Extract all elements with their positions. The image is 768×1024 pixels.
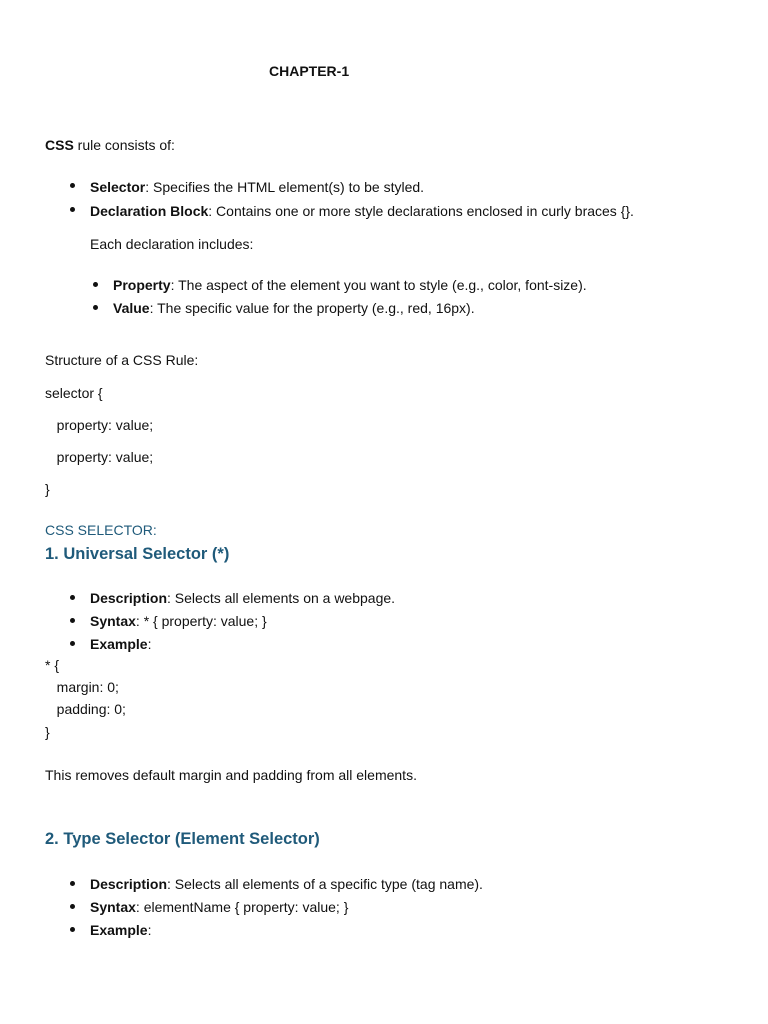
- list-item: [45, 919, 483, 942]
- list-item-term: Example: [90, 922, 148, 938]
- section-heading: 2. Type Selector (Element Selector): [45, 830, 320, 848]
- list-item: [45, 297, 587, 320]
- structure-label: Structure of a CSS Rule:: [45, 352, 199, 368]
- list-item-text: : Selects all elements of a specific type (tag name).: [167, 876, 483, 892]
- code-line: property: value;: [45, 417, 154, 433]
- list-item: [45, 587, 395, 610]
- intro-bold: CSS: [45, 137, 74, 153]
- selector-caption: CSS SELECTOR:: [45, 522, 157, 538]
- list-item: [45, 896, 483, 919]
- list-item: [45, 175, 634, 199]
- rule-parts-list: [45, 175, 634, 223]
- code-line: property: value;: [45, 449, 154, 465]
- code-line: margin: 0;: [45, 679, 119, 695]
- list-item-term: Description: [90, 876, 168, 892]
- intro-text: rule consists of:: [73, 137, 175, 153]
- list-item-text: : Selects all elements on a webpage.: [167, 590, 396, 606]
- code-line: selector {: [45, 385, 103, 401]
- list-item-term: Description: [90, 590, 168, 606]
- type-selector-list: [45, 873, 483, 942]
- list-item: [45, 610, 395, 633]
- universal-selector-list: [45, 587, 395, 656]
- list-item-text: : Contains one or more style declarations enclosed in curly braces {}.: [208, 203, 634, 219]
- list-item: [45, 274, 587, 297]
- code-line: * {: [45, 657, 60, 673]
- list-item-term: Property: [113, 277, 171, 293]
- list-item-text: :: [147, 636, 152, 652]
- declaration-intro: Each declaration includes:: [90, 236, 254, 252]
- declaration-parts-list: [45, 274, 587, 320]
- list-item-term: Syntax: [90, 899, 136, 915]
- section-heading: 1. Universal Selector (*): [45, 545, 230, 563]
- list-item-text: : The aspect of the element you want to style (e.g., color, font-size).: [170, 277, 587, 293]
- code-line: }: [45, 724, 50, 740]
- list-item-term: Example: [90, 636, 148, 652]
- chapter-title: CHAPTER-1: [269, 63, 350, 79]
- universal-selector-note: This removes default margin and padding from all elements.: [45, 767, 417, 783]
- list-item: [45, 199, 634, 223]
- list-item-term: Selector: [90, 179, 146, 195]
- list-item-text: : The specific value for the property (e.g., red, 16px).: [149, 300, 475, 316]
- list-item-text: : * { property: value; }: [135, 613, 267, 629]
- list-item-term: Declaration Block: [90, 203, 209, 219]
- list-item-term: Value: [113, 300, 150, 316]
- list-item: [45, 633, 395, 656]
- list-item-text: :: [147, 922, 152, 938]
- list-item-text: : Specifies the HTML element(s) to be styled.: [145, 179, 425, 195]
- code-line: }: [45, 481, 50, 497]
- intro-paragraph: [45, 137, 175, 153]
- list-item: [45, 873, 483, 896]
- list-item-text: : elementName { property: value; }: [135, 899, 349, 915]
- code-line: padding: 0;: [45, 701, 126, 717]
- list-item-term: Syntax: [90, 613, 136, 629]
